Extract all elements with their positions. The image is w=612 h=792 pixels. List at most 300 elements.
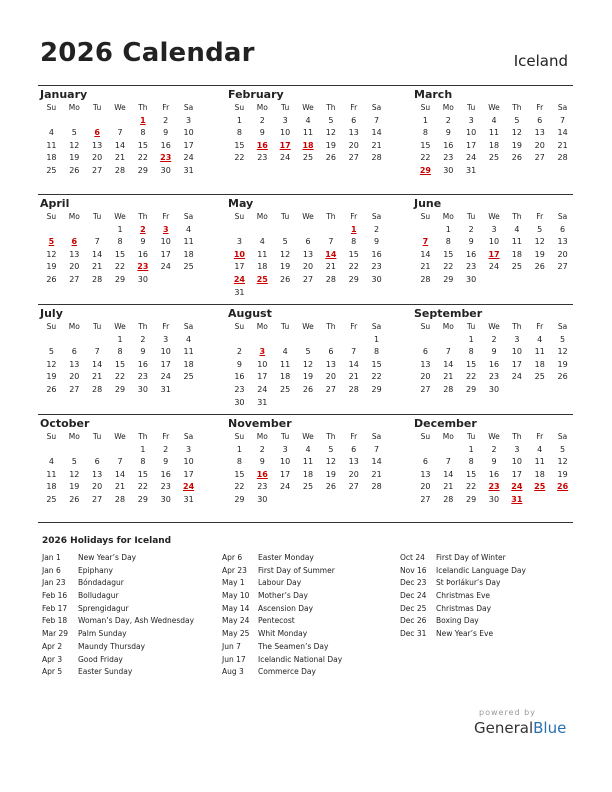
weekday-label: Sa <box>557 103 568 112</box>
day-cell: 6 <box>422 457 428 467</box>
week-row <box>228 334 388 347</box>
weekday-label: Tu <box>93 432 102 441</box>
day-cell: 27 <box>69 384 80 394</box>
day-cell: 4 <box>537 444 543 454</box>
weekday-label: Fr <box>350 322 358 331</box>
weekday-label: Fr <box>162 212 170 221</box>
day-cell: 29 <box>466 494 477 504</box>
day-cell: 18 <box>46 153 57 163</box>
day-cell: 17 <box>183 140 194 150</box>
day-cell: 10 <box>511 347 522 357</box>
day-cell: 26 <box>325 153 336 163</box>
weekday-label: Fr <box>536 322 544 331</box>
holiday-name: Easter Monday <box>258 553 314 562</box>
week-row <box>40 140 200 153</box>
day-cell <box>342 397 365 410</box>
holiday-date: Feb 17 <box>42 603 68 613</box>
week-row <box>414 152 574 165</box>
month-name: August <box>228 307 272 320</box>
day-cell: 19 <box>280 262 291 272</box>
holiday-name: Good Friday <box>78 654 123 664</box>
day-cell: 26 <box>534 262 545 272</box>
weekday-label: Tu <box>93 103 102 112</box>
day-cell: 13 <box>348 128 359 138</box>
holiday-day-cell: 5 <box>48 237 55 247</box>
month-name: July <box>40 307 63 320</box>
day-cell: 11 <box>257 249 268 259</box>
week-row <box>228 469 388 482</box>
day-cell: 23 <box>466 262 477 272</box>
holiday-day-cell: 17 <box>279 140 291 150</box>
holiday-day-cell: 10 <box>233 249 245 259</box>
weekday-label: Su <box>46 322 57 331</box>
day-cell <box>251 287 274 300</box>
day-cell: 27 <box>92 494 103 504</box>
day-cell: 10 <box>183 128 194 138</box>
day-cell: 19 <box>534 249 545 259</box>
week-row <box>414 274 574 287</box>
day-cell: 21 <box>420 262 431 272</box>
day-cell: 8 <box>351 237 357 247</box>
day-cell: 29 <box>114 384 126 394</box>
day-cell: 8 <box>140 457 146 467</box>
holiday-row <box>42 603 222 616</box>
holiday-name: Pentecost <box>258 616 295 626</box>
holiday-day-cell: 23 <box>160 153 172 163</box>
day-cell: 2 <box>163 115 169 125</box>
day-cell: 13 <box>325 359 336 369</box>
day-cell <box>251 334 274 347</box>
day-cell: 12 <box>280 249 291 259</box>
day-cell: 10 <box>280 457 291 467</box>
holiday-day-cell: 26 <box>557 482 569 492</box>
holiday-date: Apr 23 <box>222 565 247 575</box>
holiday-date: Jun 17 <box>222 654 246 664</box>
day-cell: 7 <box>374 444 380 454</box>
week-row <box>40 371 200 384</box>
country-label: Iceland <box>513 52 568 70</box>
day-cell <box>154 274 177 287</box>
week-row <box>40 224 200 237</box>
day-cell: 2 <box>140 334 146 344</box>
day-cell: 25 <box>534 372 545 382</box>
day-cell: 2 <box>445 115 451 125</box>
month-name: April <box>40 197 70 210</box>
holiday-name: New Year’s Day <box>78 553 137 562</box>
holiday-day-cell: 7 <box>422 237 429 247</box>
day-cell: 1 <box>422 115 428 125</box>
day-cell <box>274 334 297 347</box>
day-cell: 8 <box>140 128 146 138</box>
weekday-header <box>414 102 574 115</box>
powered-by-label: powered by <box>479 708 536 717</box>
weekday-header <box>228 211 388 224</box>
day-cell: 12 <box>69 140 80 150</box>
day-cell: 22 <box>420 153 431 163</box>
day-cell: 5 <box>328 444 334 454</box>
day-cell: 25 <box>183 262 194 272</box>
holiday-name: Christmas Day <box>436 603 492 613</box>
day-cell: 17 <box>280 469 291 479</box>
holiday-date: Apr 2 <box>42 641 63 651</box>
holiday-name: Woman’s Day, Ash Wednesday <box>78 616 195 626</box>
week-row <box>414 494 574 507</box>
day-cell <box>319 397 342 410</box>
weekday-label: We <box>114 103 126 112</box>
day-cell: 10 <box>257 359 268 369</box>
day-cell: 4 <box>282 347 288 357</box>
month-april <box>40 197 200 287</box>
holiday-day-cell: 6 <box>94 128 100 138</box>
holiday-row <box>222 628 402 641</box>
weekday-header <box>228 431 388 444</box>
day-cell: 13 <box>69 249 80 259</box>
weekday-label: Mo <box>256 103 268 112</box>
day-cell: 5 <box>560 334 566 344</box>
holiday-date: Feb 16 <box>42 591 68 601</box>
holiday-day-cell: 31 <box>511 494 523 504</box>
weekday-label: Fr <box>536 212 544 221</box>
weekday-label: Th <box>326 322 336 331</box>
day-cell: 11 <box>488 128 500 138</box>
holiday-date: Nov 16 <box>400 565 427 575</box>
holiday-column <box>400 552 580 641</box>
holiday-row <box>400 628 580 641</box>
weekday-label: We <box>488 322 500 331</box>
day-cell: 26 <box>557 372 568 382</box>
weekday-header <box>414 431 574 444</box>
day-cell: 13 <box>348 457 359 467</box>
day-cell <box>437 334 460 347</box>
week-row <box>40 346 200 359</box>
day-cell <box>228 224 251 237</box>
day-cell: 5 <box>328 115 334 125</box>
holiday-name: Labour Day <box>258 578 302 588</box>
day-cell: 15 <box>466 469 477 479</box>
holiday-row <box>42 641 222 654</box>
day-cell: 19 <box>557 359 568 369</box>
day-cell: 9 <box>163 128 169 138</box>
weekday-label: Tu <box>281 432 290 441</box>
day-cell: 18 <box>302 469 314 479</box>
day-cell: 30 <box>160 165 171 175</box>
day-cell: 20 <box>325 372 336 382</box>
day-cell: 7 <box>351 347 357 357</box>
day-cell: 2 <box>259 115 265 125</box>
holiday-date: Apr 5 <box>42 667 63 677</box>
day-cell: 3 <box>514 444 520 454</box>
weekday-header <box>414 321 574 334</box>
weekday-label: Mo <box>442 103 454 112</box>
day-cell: 30 <box>466 274 477 284</box>
day-cell: 27 <box>534 153 545 163</box>
week-row <box>40 261 200 274</box>
day-cell: 26 <box>69 165 80 175</box>
day-cell: 10 <box>160 347 171 357</box>
day-cell: 5 <box>537 224 543 234</box>
day-cell: 13 <box>92 469 103 479</box>
day-cell: 20 <box>534 140 545 150</box>
day-cell: 25 <box>46 165 57 175</box>
weekday-header <box>228 321 388 334</box>
month-name: February <box>228 88 284 101</box>
day-cell: 11 <box>183 237 194 247</box>
day-cell: 23 <box>257 482 268 492</box>
weekday-header <box>40 321 200 334</box>
weekday-label: Tu <box>281 103 290 112</box>
holiday-name: First Day of Winter <box>436 553 506 562</box>
day-cell: 1 <box>468 334 474 344</box>
week-row <box>40 481 200 494</box>
weekday-label: We <box>488 103 500 112</box>
week-row <box>228 287 388 300</box>
day-cell: 15 <box>234 140 245 150</box>
day-cell: 26 <box>325 482 336 492</box>
holiday-date: Dec 23 <box>400 578 427 588</box>
day-cell <box>551 384 574 397</box>
day-cell: 9 <box>445 128 451 138</box>
day-cell: 13 <box>534 128 545 138</box>
day-cell <box>40 444 63 457</box>
day-cell: 25 <box>46 494 57 504</box>
day-cell <box>319 287 342 300</box>
holiday-day-cell: 3 <box>162 224 169 234</box>
weekday-label: Th <box>138 212 148 221</box>
day-cell: 8 <box>236 457 242 467</box>
day-cell: 12 <box>511 128 522 138</box>
day-cell: 30 <box>488 384 500 394</box>
holiday-name: Epiphany <box>78 565 113 575</box>
weekday-label: We <box>488 212 500 221</box>
weekday-label: Sa <box>183 432 194 441</box>
holiday-day-cell: 1 <box>140 115 146 125</box>
month-february <box>228 88 388 165</box>
day-cell: 25 <box>183 372 194 382</box>
holiday-name: First Day of Summer <box>258 565 335 575</box>
weekday-label: We <box>114 212 126 221</box>
day-cell: 8 <box>117 347 123 357</box>
holiday-day-cell: 17 <box>488 249 500 259</box>
week-row <box>414 481 574 494</box>
weekday-label: Su <box>420 432 431 441</box>
holiday-row <box>400 565 580 578</box>
day-cell: 20 <box>92 482 103 492</box>
day-cell: 6 <box>328 347 334 357</box>
week-row <box>414 261 574 274</box>
day-cell: 28 <box>371 482 382 492</box>
day-cell: 15 <box>234 469 245 479</box>
day-cell: 12 <box>69 469 80 479</box>
day-cell: 16 <box>488 469 500 479</box>
weekday-label: Mo <box>256 432 268 441</box>
holiday-date: Oct 24 <box>400 553 425 562</box>
day-cell: 7 <box>117 128 123 138</box>
day-cell: 15 <box>114 359 126 369</box>
day-cell: 24 <box>160 372 171 382</box>
holiday-row <box>42 565 222 578</box>
day-cell: 28 <box>348 384 359 394</box>
day-cell: 7 <box>445 457 451 467</box>
day-cell <box>297 334 320 347</box>
day-cell: 18 <box>534 469 545 479</box>
weekday-label: Sa <box>371 103 382 112</box>
weekday-label: Mo <box>68 432 80 441</box>
week-row <box>414 456 574 469</box>
week-row <box>228 494 388 507</box>
day-cell: 27 <box>69 274 80 284</box>
day-cell: 3 <box>514 334 520 344</box>
week-row <box>228 224 388 237</box>
day-cell: 20 <box>557 249 568 259</box>
day-cell: 23 <box>137 372 148 382</box>
day-cell <box>40 334 63 347</box>
day-cell: 28 <box>557 153 568 163</box>
day-cell: 9 <box>259 128 265 138</box>
day-cell: 15 <box>137 140 148 150</box>
day-cell: 21 <box>557 140 568 150</box>
holiday-name: New Year’s Eve <box>436 629 494 639</box>
day-cell: 28 <box>420 274 431 284</box>
day-cell: 20 <box>69 262 80 272</box>
day-cell: 7 <box>94 347 100 357</box>
day-cell: 23 <box>371 262 382 272</box>
day-cell: 4 <box>514 224 520 234</box>
day-cell: 3 <box>468 115 474 125</box>
day-cell: 14 <box>371 128 382 138</box>
month-name: March <box>414 88 453 101</box>
holiday-name: Bolludagur <box>78 591 119 601</box>
day-cell: 24 <box>488 262 500 272</box>
day-cell: 6 <box>305 237 311 247</box>
day-cell: 11 <box>302 128 314 138</box>
day-cell: 6 <box>537 115 543 125</box>
day-cell: 18 <box>46 482 57 492</box>
week-row <box>414 469 574 482</box>
weekday-label: Th <box>326 212 336 221</box>
week-row <box>40 494 200 507</box>
day-cell: 19 <box>69 153 80 163</box>
day-cell: 8 <box>117 237 123 247</box>
day-cell <box>528 165 551 178</box>
day-cell: 20 <box>302 262 314 272</box>
day-cell: 13 <box>557 237 568 247</box>
week-row <box>228 115 388 128</box>
holiday-column <box>42 552 222 679</box>
day-cell: 13 <box>302 249 314 259</box>
week-row <box>228 152 388 165</box>
holiday-row <box>42 615 222 628</box>
day-cell: 22 <box>137 482 148 492</box>
week-row <box>40 249 200 262</box>
day-cell <box>342 334 365 347</box>
day-cell: 25 <box>302 153 314 163</box>
holiday-date: Dec 24 <box>400 591 427 601</box>
holiday-day-cell: 23 <box>488 482 500 492</box>
day-cell: 2 <box>374 224 380 234</box>
day-cell: 21 <box>114 482 126 492</box>
holiday-date: May 24 <box>222 616 250 626</box>
week-row <box>414 384 574 397</box>
day-cell: 8 <box>422 128 428 138</box>
day-cell: 2 <box>236 347 242 357</box>
month-july <box>40 307 200 397</box>
day-cell <box>177 384 200 397</box>
weekday-label: Tu <box>93 322 102 331</box>
day-cell: 27 <box>420 494 431 504</box>
day-cell: 16 <box>371 249 382 259</box>
day-cell: 30 <box>137 274 148 284</box>
day-cell <box>528 274 551 287</box>
day-cell: 12 <box>325 457 336 467</box>
day-cell: 18 <box>534 359 545 369</box>
day-cell: 24 <box>511 372 522 382</box>
day-cell <box>319 334 342 347</box>
weekday-label: Tu <box>467 212 476 221</box>
weekday-label: We <box>302 432 314 441</box>
week-row <box>414 224 574 237</box>
day-cell: 10 <box>280 128 291 138</box>
day-cell: 9 <box>374 237 380 247</box>
holidays-title: 2026 Holidays for Iceland <box>42 536 172 546</box>
day-cell: 21 <box>114 153 126 163</box>
day-cell: 19 <box>325 140 336 150</box>
day-cell: 28 <box>443 494 454 504</box>
day-cell: 30 <box>371 274 382 284</box>
day-cell: 22 <box>443 262 454 272</box>
day-cell: 11 <box>511 237 522 247</box>
day-cell: 11 <box>46 469 57 479</box>
day-cell: 17 <box>257 372 268 382</box>
weekday-label: Su <box>420 322 431 331</box>
holiday-date: Jan 6 <box>42 565 61 575</box>
day-cell: 28 <box>114 165 126 175</box>
day-cell: 12 <box>534 237 545 247</box>
day-cell <box>505 165 528 178</box>
day-cell: 28 <box>371 153 382 163</box>
day-cell: 15 <box>348 249 359 259</box>
day-cell <box>63 115 86 128</box>
brand-logo[interactable] <box>474 719 566 737</box>
weekday-label: Sa <box>183 212 194 221</box>
week-row <box>414 140 574 153</box>
weekday-label: Th <box>326 432 336 441</box>
weekday-label: Mo <box>68 103 80 112</box>
day-cell: 10 <box>466 128 477 138</box>
weekday-header <box>40 431 200 444</box>
day-cell: 5 <box>560 444 566 454</box>
day-cell: 13 <box>420 359 431 369</box>
holiday-day-cell: 25 <box>534 482 546 492</box>
holiday-name: Commerce Day <box>258 667 316 677</box>
day-cell: 1 <box>236 444 242 454</box>
day-cell: 31 <box>183 494 194 504</box>
day-cell: 18 <box>183 359 194 369</box>
holiday-date: Jun 7 <box>222 641 241 651</box>
day-cell: 4 <box>305 115 311 125</box>
day-cell: 24 <box>466 153 477 163</box>
weekday-label: Sa <box>371 432 382 441</box>
day-cell <box>342 287 365 300</box>
day-cell <box>342 494 365 507</box>
day-cell <box>177 274 200 287</box>
day-cell: 2 <box>491 334 497 344</box>
day-cell: 6 <box>71 347 77 357</box>
week-row <box>228 371 388 384</box>
day-cell: 8 <box>445 237 451 247</box>
day-cell: 1 <box>445 224 451 234</box>
day-cell: 14 <box>443 469 454 479</box>
weekday-label: We <box>302 212 314 221</box>
